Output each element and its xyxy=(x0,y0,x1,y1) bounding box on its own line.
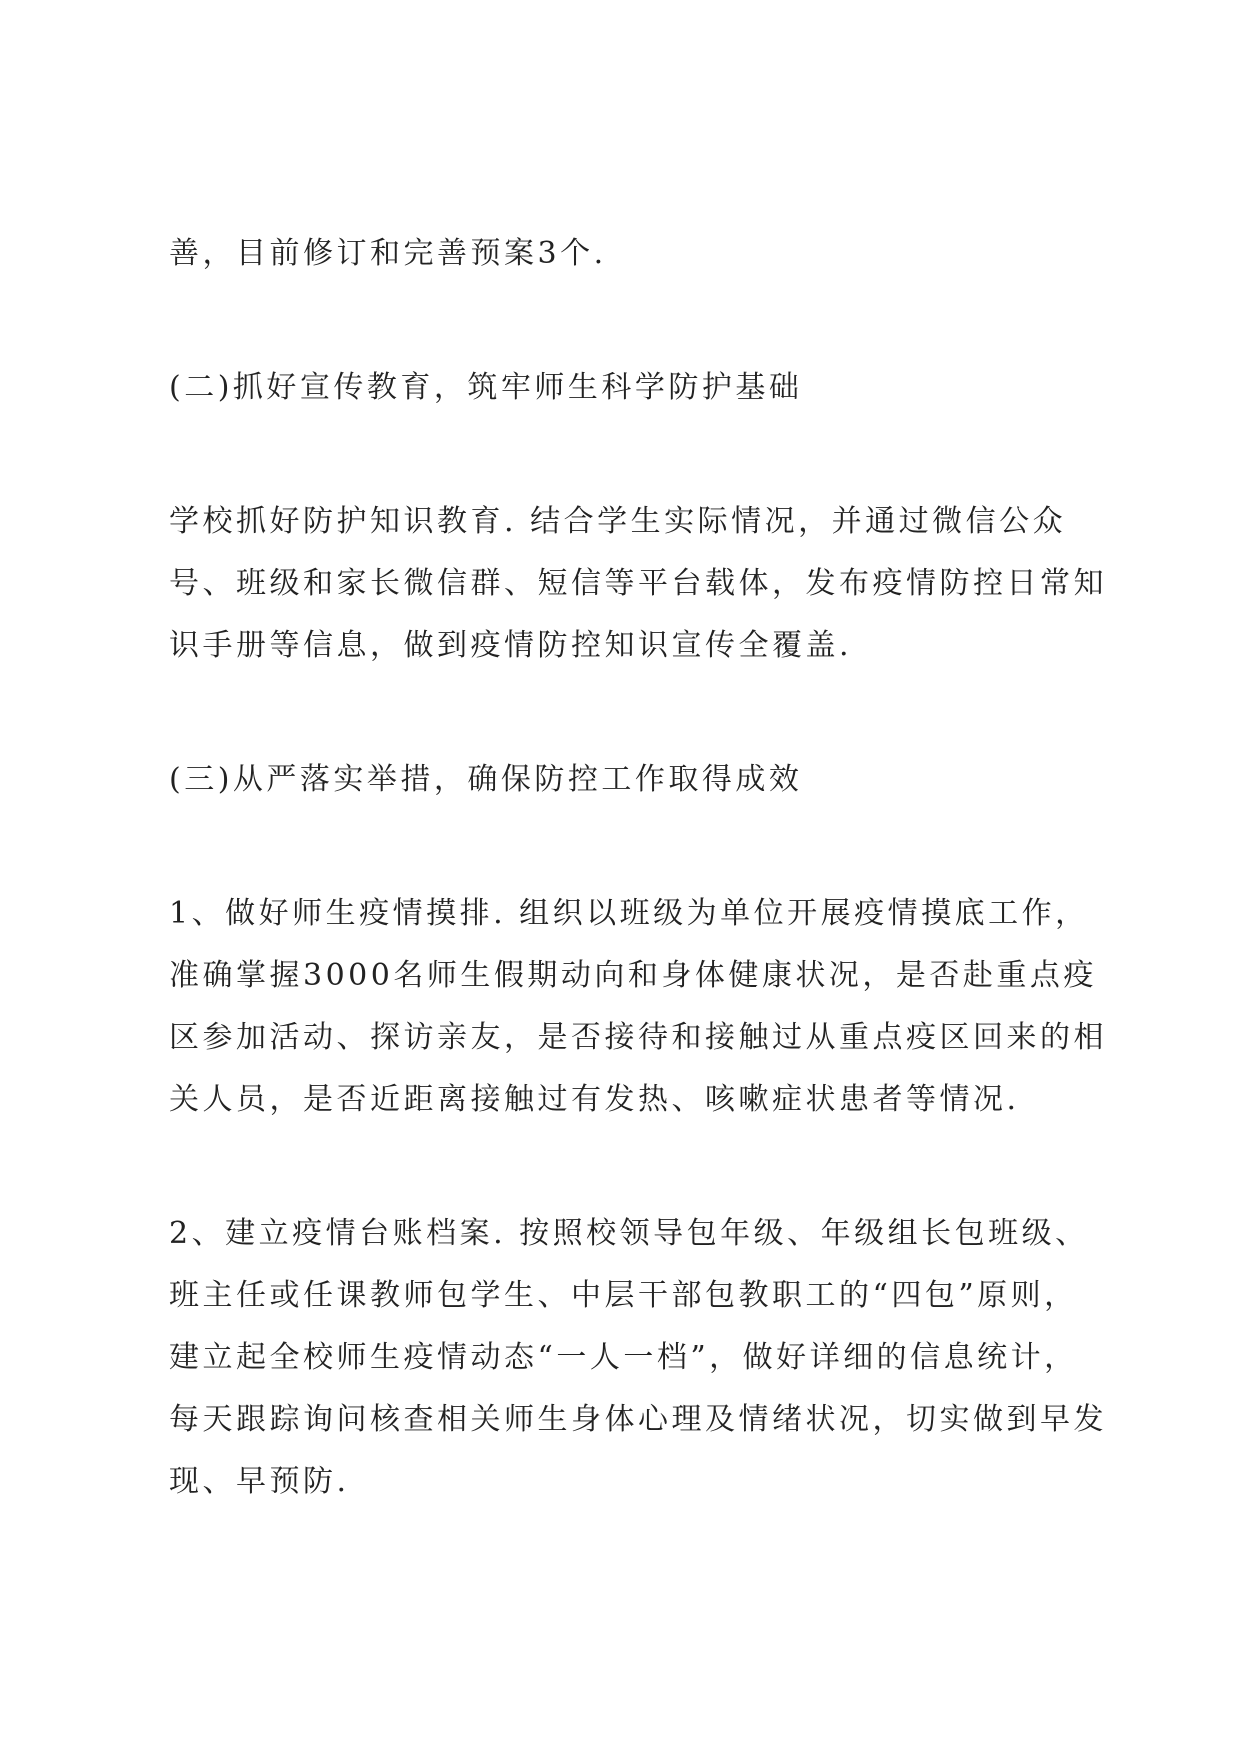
text-line: 区参加活动、探访亲友，是否接待和接触过从重点疫区回来的相 xyxy=(169,1020,1107,1055)
document-body xyxy=(169,223,1169,1585)
section-heading-text: (二)抓好宣传教育，筑牢师生科学防护基础 xyxy=(169,370,803,405)
section-heading xyxy=(169,749,1169,811)
text-line: 班主任或任课教师包学生、中层干部包教职工的“四包”原则， xyxy=(169,1278,1078,1313)
text-line: 准确掌握3000名师生假期动向和身体健康状况，是否赴重点疫 xyxy=(169,958,1097,993)
text-line: 识手册等信息，做到疫情防控知识宣传全覆盖. xyxy=(169,628,853,663)
paragraph xyxy=(169,491,1169,677)
text-line: 建立起全校师生疫情动态“一人一档”，做好详细的信息统计， xyxy=(169,1340,1078,1375)
text-line: 学校抓好防护知识教育. 结合学生实际情况，并通过微信公众 xyxy=(169,504,1067,539)
text-line: 2、建立疫情台账档案. 按照校领导包年级、年级组长包班级、 xyxy=(169,1216,1089,1251)
paragraph xyxy=(169,1203,1169,1513)
text-line: 现、早预防. xyxy=(169,1464,350,1499)
paragraph xyxy=(169,223,1169,285)
text-line: 善，目前修订和完善预案3个. xyxy=(169,236,607,271)
text-line: 号、班级和家长微信群、短信等平台载体，发布疫情防控日常知 xyxy=(169,566,1107,601)
section-heading xyxy=(169,357,1169,419)
text-line: 每天跟踪询问核查相关师生身体心理及情绪状况，切实做到早发 xyxy=(169,1402,1107,1437)
text-line: 1、做好师生疫情摸排. 组织以班级为单位开展疫情摸底工作， xyxy=(169,896,1089,931)
paragraph xyxy=(169,883,1169,1131)
section-heading-text: (三)从严落实举措，确保防控工作取得成效 xyxy=(169,762,803,797)
text-line: 关人员，是否近距离接触过有发热、咳嗽症状患者等情况. xyxy=(169,1082,1020,1117)
